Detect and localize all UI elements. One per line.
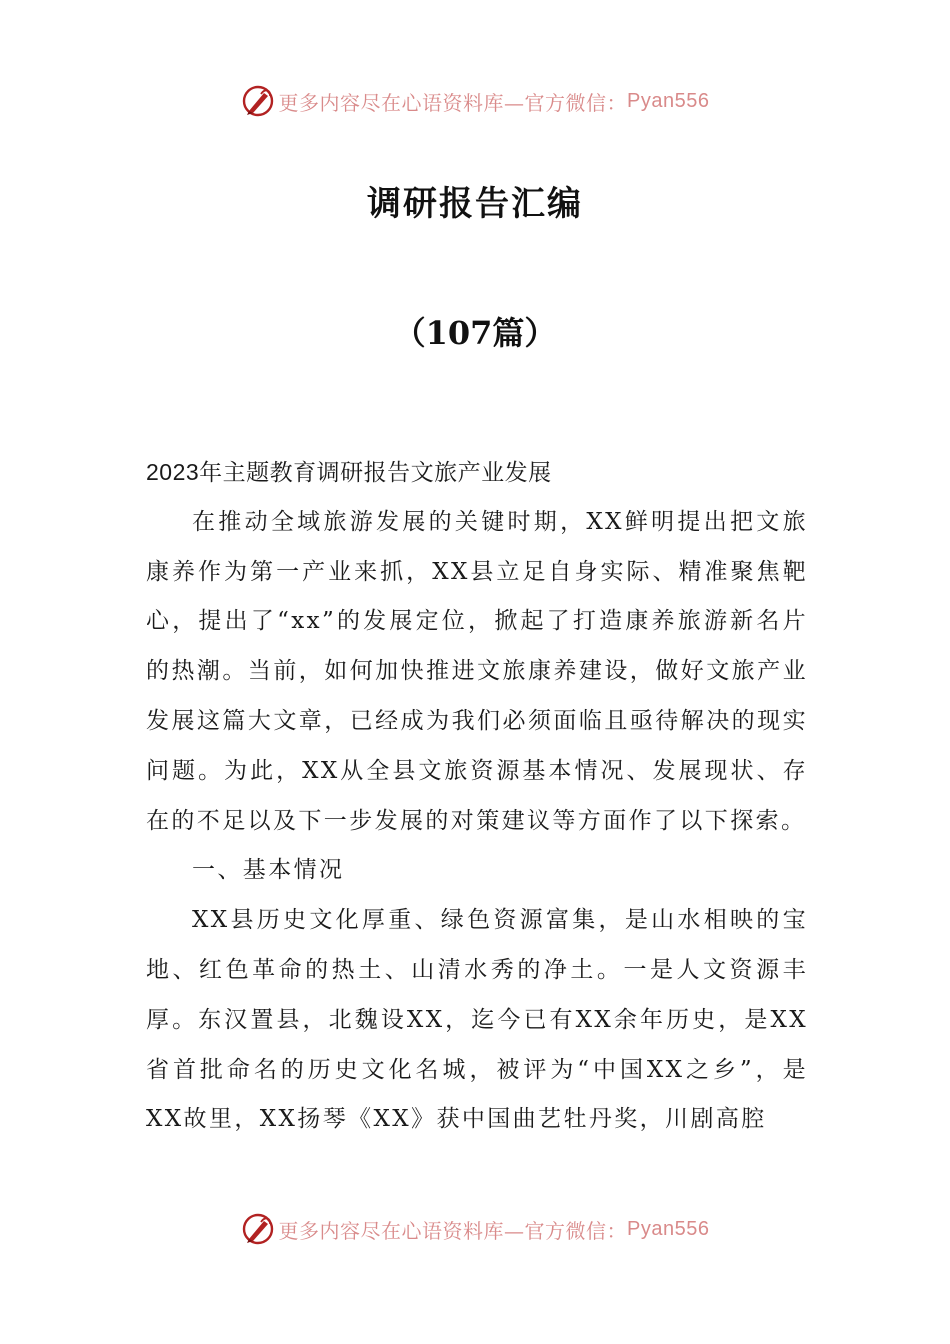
watermark-header <box>0 84 950 118</box>
watermark-text: 更多内容尽在心语资料库—官方微信： <box>278 90 628 115</box>
pen-circle-logo-icon <box>241 84 275 118</box>
paragraph-basic-info: XX县历史文化厚重、绿色资源富集，是山水相映的宝地、红色革命的热土、山清水秀的净土。一是人文资源丰厚。东汉置县，北魏设XX，迄今已有XX余年历史，是XX省首批命名的历史文化名城，被评为“中国XX之乡”，是XX故里，XX扬琴《XX》获中国曲艺牡丹奖，川剧高腔 <box>146 907 808 1133</box>
pen-circle-logo-icon <box>241 1212 275 1246</box>
watermark-wechat-id: Pyan556 <box>627 89 710 112</box>
document-title: 调研报告汇编 <box>367 184 583 224</box>
section-heading-basic: 一、基本情况 <box>192 857 345 884</box>
article-heading: 2023年主题教育调研报告文旅产业发展 <box>146 459 552 485</box>
article-body <box>146 448 808 1145</box>
watermark-wechat-id: Pyan556 <box>627 1217 710 1240</box>
watermark-text: 更多内容尽在心语资料库—官方微信： <box>278 1218 628 1243</box>
paragraph-intro: 在推动全域旅游发展的关键时期，XX鲜明提出把文旅康养作为第一产业来抓，XX县立足自身实际、精准聚焦靶心，提出了“xx”的发展定位，掀起了打造康养旅游新名片的热潮。当前，如何加快推进文旅康养建设，做好文旅产业发展这篇大文章，已经成为我们必须面临且亟待解决的现实问题。为此，XX从全县文旅资源基本情况、发展现状、存在的不足以及下一步发展的对策建议等方面作了以下探索。 <box>146 508 808 834</box>
document-subtitle: （107篇） <box>393 314 557 352</box>
watermark-footer <box>0 1212 950 1246</box>
